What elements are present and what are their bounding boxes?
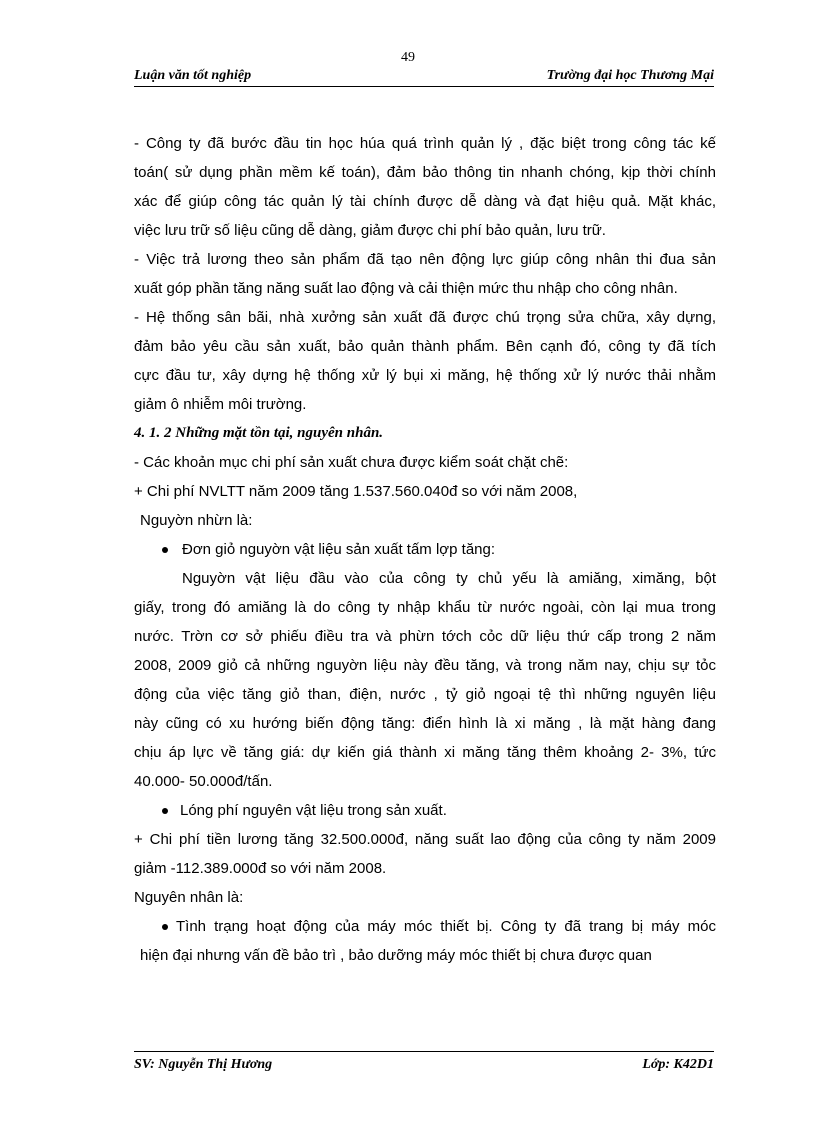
document-body xyxy=(134,129,716,970)
body-line: giảm ô nhiễm môi trường. xyxy=(134,396,307,413)
bullet-item xyxy=(134,912,716,941)
body-line: việc lưu trữ số liệu cũng dễ dàng, giảm được chi phí bảo quản, lưu trữ. xyxy=(134,222,606,239)
body-line: - Việc trả lương theo sản phẩm đã tạo nên động lực giúp công nhân thi đua sản xyxy=(134,251,716,268)
body-line: cực đầu tư, xây dựng hệ thống xử lý bụi xi măng, hệ thống xử lý nước thải nhằm xyxy=(134,367,716,384)
section-heading: 4. 1. 2 Những mặt tồn tại, nguyên nhân. xyxy=(134,425,384,441)
body-line: toán( sử dụng phần mềm kế toán), đảm bảo thông tin nhanh chóng, kịp thời chính xyxy=(134,164,716,181)
page-footer xyxy=(134,1051,714,1076)
body-line: hiện đại nhưng vấn đề bảo trì , bảo dưỡng máy móc thiết bị chưa được quan xyxy=(140,947,652,964)
body-line: Nguyờn nhừn là: xyxy=(140,512,253,529)
body-line: - Các khoản mục chi phí sản xuất chưa được kiểm soát chặt chẽ: xyxy=(134,454,569,471)
bullet-item xyxy=(134,796,716,825)
body-line: Nguyên nhân là: xyxy=(134,889,244,906)
bullet-item xyxy=(134,535,716,564)
body-line: + Chi phí NVLTT năm 2009 tăng 1.537.560.040đ so với năm 2008, xyxy=(134,483,578,500)
body-line: này cũng có xu hướng biến động tăng: điển hình là xi măng , là mặt hàng đang xyxy=(134,715,716,732)
body-line: + Chi phí tiền lương tăng 32.500.000đ, năng suất lao động của công ty năm 2009 xyxy=(134,831,716,848)
body-line: đảm bảo yêu cầu sản xuất, bảo quản thành phẩm. Bên cạnh đó, công ty đã tích xyxy=(134,338,716,355)
bullet-icon xyxy=(162,808,168,814)
body-line: chịu áp lực về tăng giá: dự kiến giá thành xi măng tăng thêm khoảng 2- 3%, tức xyxy=(134,744,716,761)
body-line: Nguyờn vật liệu đầu vào của công ty chủ yếu là amiăng, ximăng, bột xyxy=(182,570,716,587)
header-university: Trường đại học Thương Mại xyxy=(546,68,714,83)
body-line: giấy, trong đó amiăng là do công ty nhập khẩu từ nước ngoài, còn lại mua trong xyxy=(134,599,716,616)
footer-student-name: SV: Nguyễn Thị Hương xyxy=(134,1057,273,1072)
body-line: - Công ty đã bước đầu tin học húa quá trình quản lý , đặc biệt trong công tác kế xyxy=(134,135,716,152)
bullet-icon xyxy=(162,924,168,930)
body-line: nước. Trờn cơ sở phiếu điều tra và phừn tớch cỏc dữ liệu thứ cấp trong 2 năm xyxy=(134,628,716,645)
page-number: 49 xyxy=(401,50,415,65)
bullet-text: Đơn giỏ nguyờn vật liệu sản xuất tấm lợp tăng: xyxy=(182,541,496,558)
page-header xyxy=(134,68,714,87)
body-line: - Hệ thống sân bãi, nhà xưởng sản xuất đã được chú trọng sửa chữa, xây dựng, xyxy=(134,309,716,326)
bullet-text: Tình trạng hoạt động của máy móc thiết bị. Công ty đã trang bị máy móc xyxy=(176,918,716,935)
bullet-text: Lóng phí nguyên vật liệu trong sản xuất. xyxy=(180,802,447,819)
bullet-icon xyxy=(162,547,168,553)
body-line: xác để giúp công tác quản lý tài chính được dễ dàng và đạt hiệu quả. Mặt khác, xyxy=(134,193,716,210)
body-line: 40.000- 50.000đ/tấn. xyxy=(134,773,273,790)
footer-class: Lớp: K42D1 xyxy=(642,1057,714,1072)
body-line: xuất góp phần tăng năng suất lao động và cải thiện mức thu nhập cho công nhân. xyxy=(134,280,678,297)
body-line: 2008, 2009 giỏ cả những nguyờn liệu này đều tăng, và trong năm nay, chịu sự tỏc xyxy=(134,657,716,674)
body-line: giảm -112.389.000đ so với năm 2008. xyxy=(134,860,387,877)
body-line: động của việc tăng giỏ than, điện, nước , tỷ giỏ ngoại tệ thì những nguyên liệu xyxy=(134,686,716,703)
header-thesis-title: Luận văn tốt nghiệp xyxy=(134,68,252,83)
